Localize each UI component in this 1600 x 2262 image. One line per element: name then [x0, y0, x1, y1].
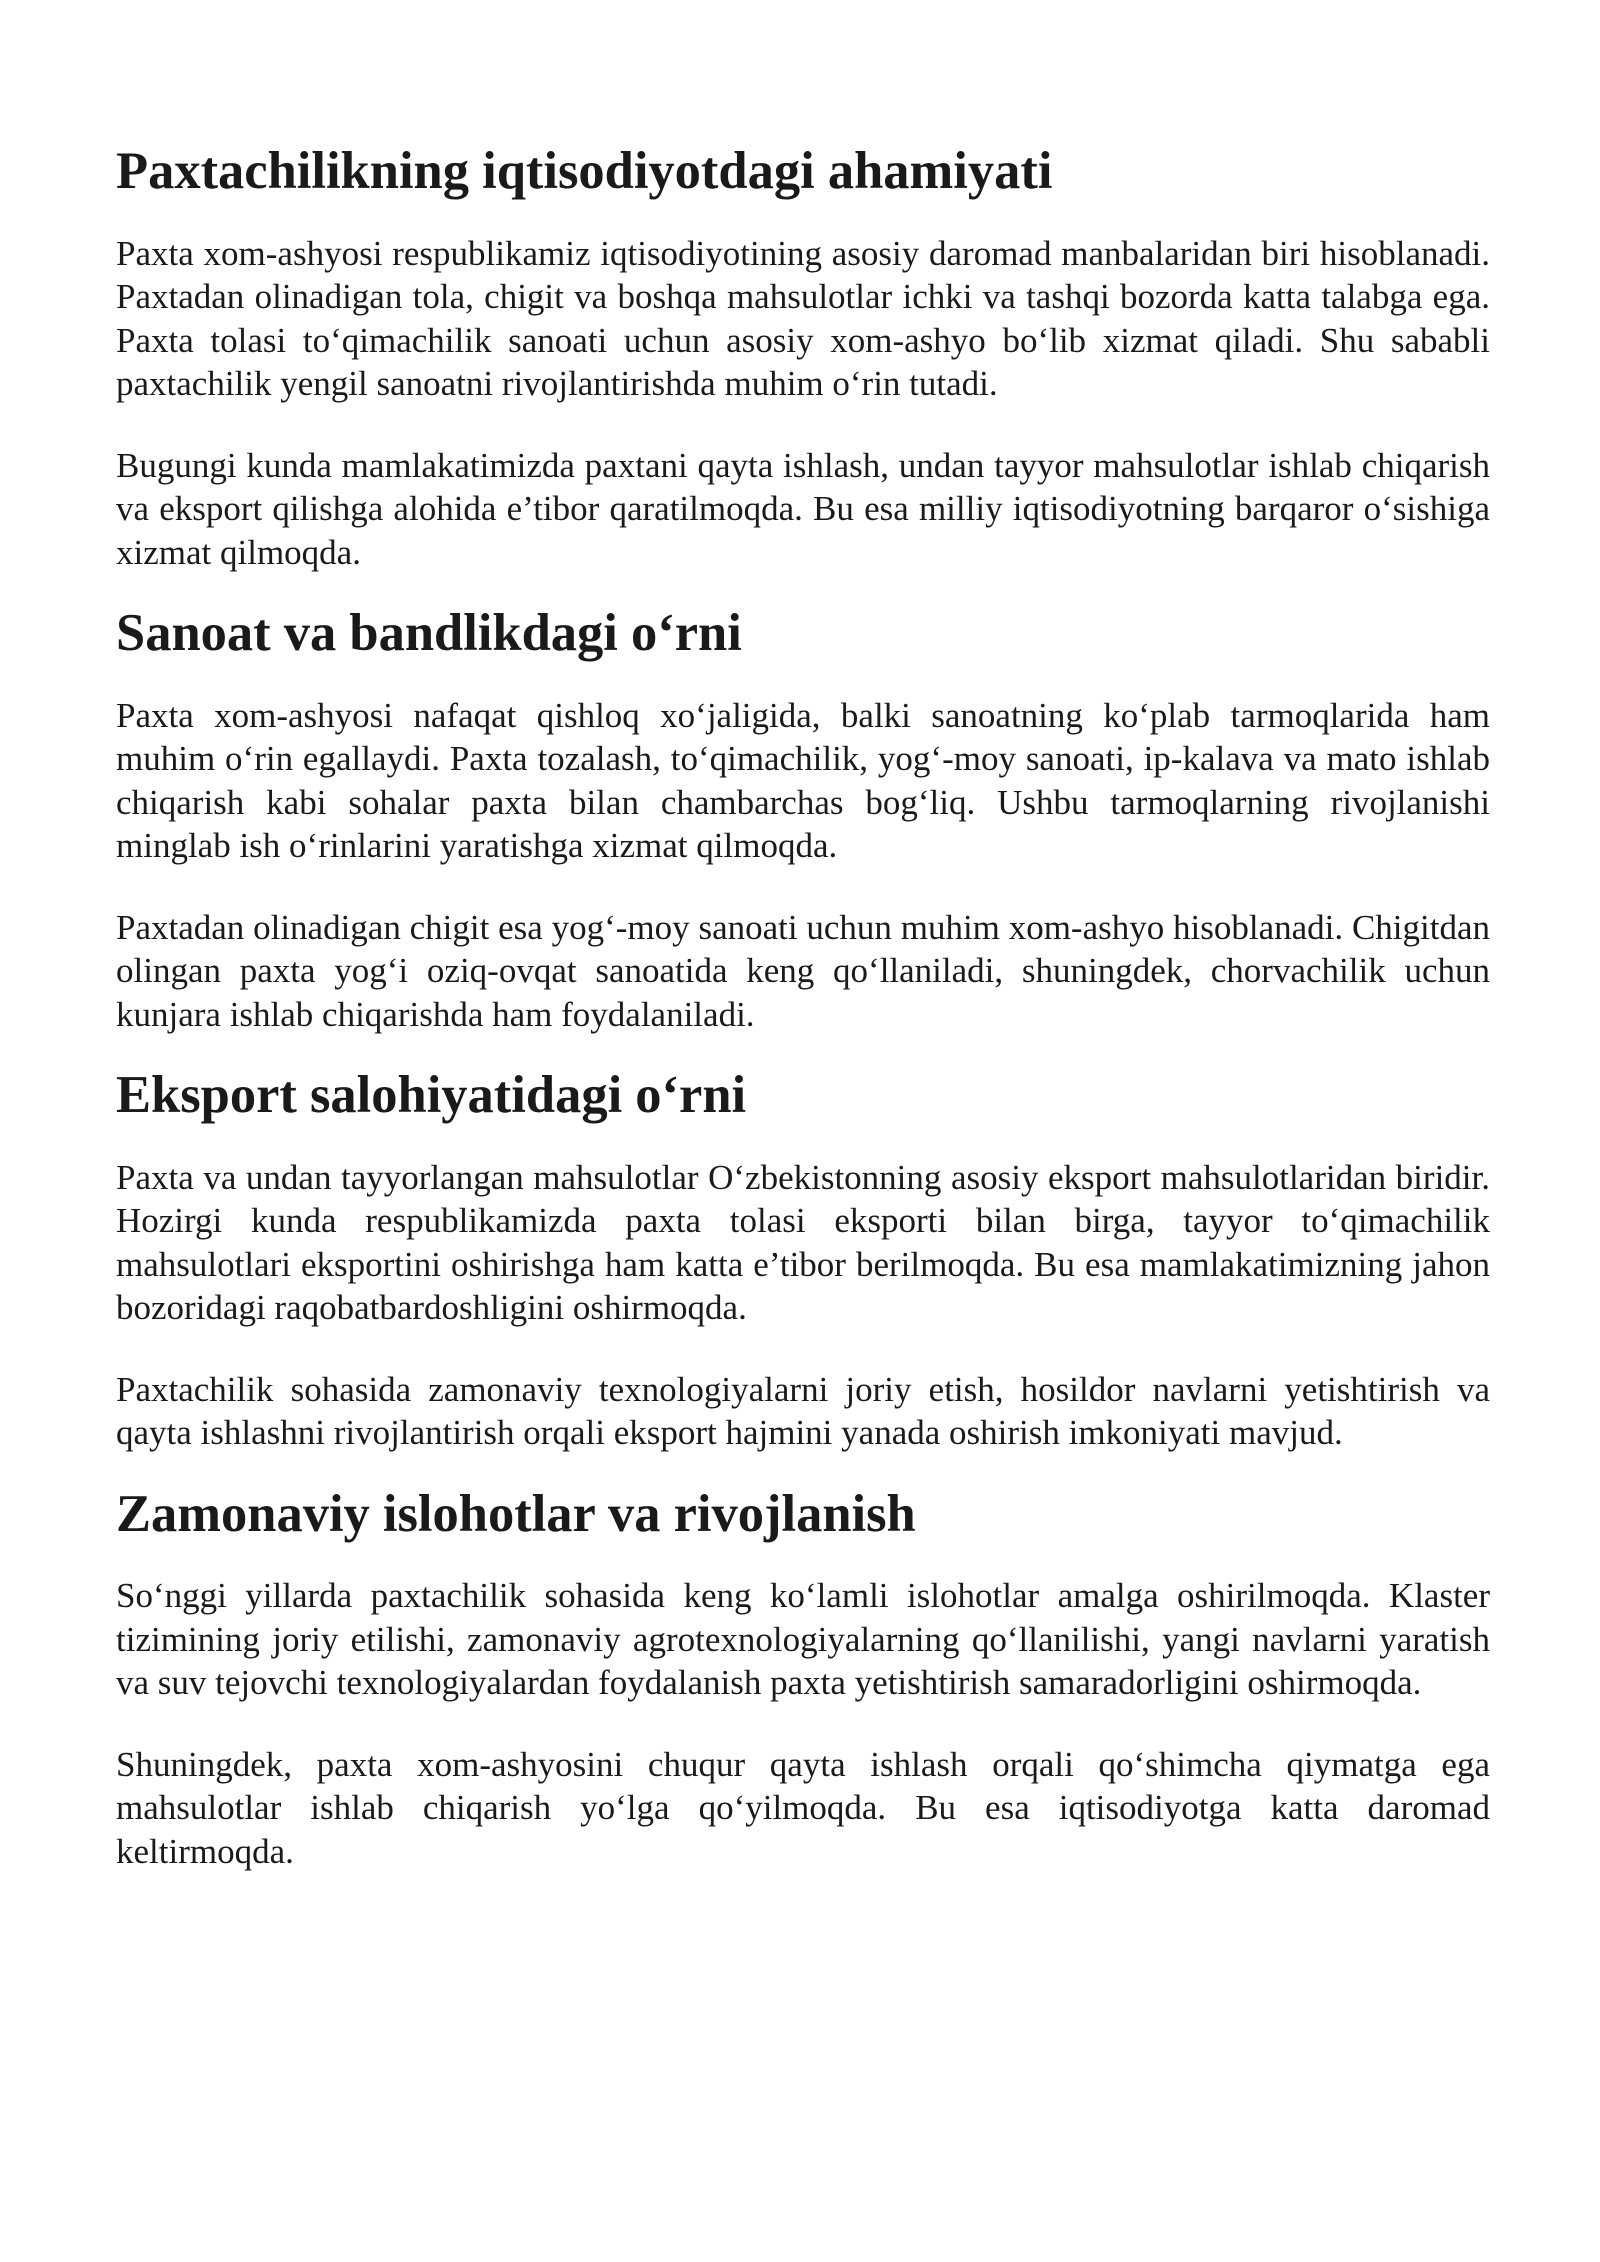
section-modern-reforms [116, 1484, 1490, 1874]
section-export-potential [116, 1066, 1490, 1455]
section-industry-employment [116, 604, 1490, 1036]
section-heading: Sanoat va bandlikdagi o‘rni [116, 604, 742, 662]
section-heading: Paxtachilikning iqtisodiyotdagi ahamiyati [116, 142, 1053, 200]
section-heading: Eksport salohiyatidagi o‘rni [116, 1066, 747, 1124]
paragraph: So‘nggi yillarda paxtachilik sohasida keng ko‘lamli islohotlar amalga oshirilmoqda. Klaster tizimining joriy etilishi, zamonaviy agrotexnologiyalarning qo‘llanilishi, yangi navlarni yaratish va suv tejovchi texnologiyalardan foydalanish paxta yetishtirish samaradorligini oshirmoqda. [116, 1576, 1490, 1702]
paragraph: Paxta xom-ashyosi nafaqat qishloq xo‘jaligida, balki sanoatning ko‘plab tarmoqlarida ham muhim o‘rin egallaydi. Paxta tozalash, to‘qimachilik, yog‘-moy sanoati, ip-kalava va mato ishlab chiqarish kabi sohalar paxta bilan chambarchas bog‘liq. Ushbu tarmoqlarning rivojlanishi minglab ish o‘rinlarini yaratishga xizmat qilmoqda. [116, 695, 1490, 865]
paragraph: Paxta xom-ashyosi respublikamiz iqtisodiyotining asosiy daromad manbalaridan biri hisoblanadi. Paxtadan olinadigan tola, chigit va boshqa mahsulotlar ichki va tashqi bozorda katta talabga ega. Paxta tolasi to‘qimachilik sanoati uchun asosiy xom-ashyo bo‘lib xizmat qiladi. Shu sababli paxtachilik yengil sanoatni rivojlantirishda muhim o‘rin tutadi. [116, 233, 1490, 403]
section-economic-importance [116, 142, 1490, 574]
paragraph: Bugungi kunda mamlakatimizda paxtani qayta ishlash, undan tayyor mahsulotlar ishlab chiqarish va eksport qilishga alohida e’tibor qaratilmoqda. Bu esa milliy iqtisodiyotning barqaror o‘sishiga xizmat qilmoqda. [116, 445, 1490, 572]
document-page [116, 142, 1490, 1911]
paragraph: Paxtadan olinadigan chigit esa yog‘-moy sanoati uchun muhim xom-ashyo hisoblanadi. Chigitdan olingan paxta yog‘i oziq-ovqat sanoatida keng qo‘llaniladi, shuningdek, chorvachilik uchun kunjara ishlab chiqarishda ham foydalaniladi. [116, 907, 1490, 1034]
paragraph: Paxtachilik sohasida zamonaviy texnologiyalarni joriy etish, hosildor navlarni yetishtirish va qayta ishlashni rivojlantirish orqali eksport hajmini yanada oshirish imkoniyati mavjud. [116, 1369, 1490, 1452]
paragraph: Paxta va undan tayyorlangan mahsulotlar O‘zbekistonning asosiy eksport mahsulotlaridan biridir. Hozirgi kunda respublikamizda paxta tolasi eksporti bilan birga, tayyor to‘qimachilik mahsulotlari eksportini oshirishga ham katta e’tibor berilmoqda. Bu esa mamlakatimizning jahon bozoridagi raqobatbardoshligini oshirmoqda. [116, 1157, 1490, 1327]
section-heading: Zamonaviy islohotlar va rivojlanish [116, 1484, 916, 1543]
paragraph: Shuningdek, paxta xom-ashyosini chuqur qayta ishlash orqali qo‘shimcha qiymatga ega mahsulotlar ishlab chiqarish yo‘lga qo‘yilmoqda. Bu esa iqtisodiyotga katta daromad keltirmoqda. [116, 1744, 1490, 1871]
